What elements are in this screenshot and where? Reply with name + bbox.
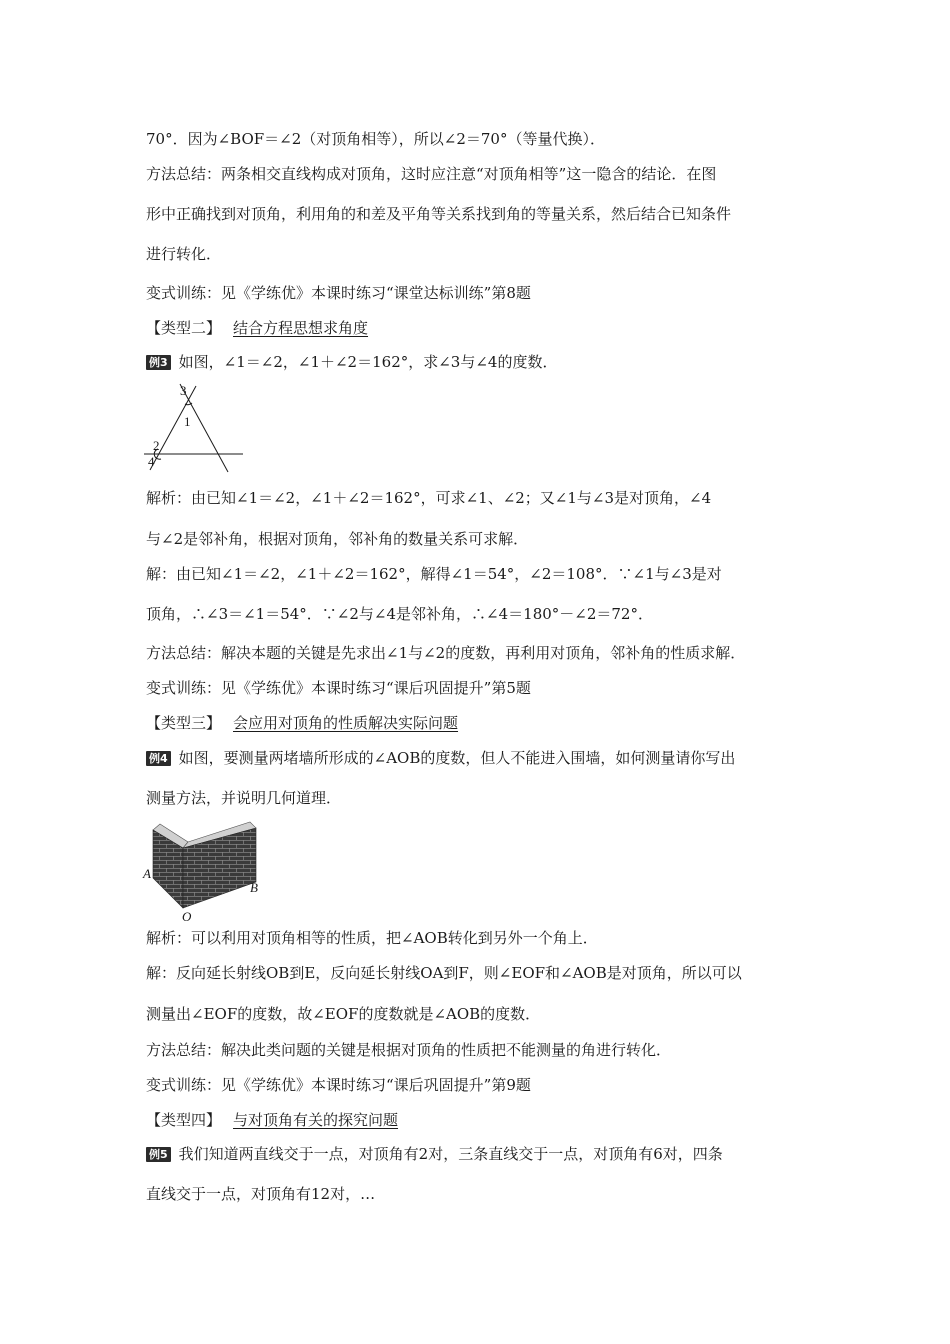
analysis-3: 解析：由已知∠1＝∠2，∠1＋∠2＝162°，可求∠1、∠2；又∠1与∠3是对顶角，∠4	[146, 489, 712, 507]
angle-label-3: 3	[180, 383, 187, 398]
text-line: 70°．因为∠BOF＝∠2（对顶角相等），所以∠2＝70°（等量代换）．	[146, 130, 605, 148]
type-title: 与对顶角有关的探究问题	[233, 1111, 399, 1129]
solution-4: 解：反向延长射线OB到E，反向延长射线OA到F，则∠EOF和∠AOB是对顶角，所以可以	[146, 964, 742, 982]
example-badge: 例3	[146, 355, 171, 370]
text-line: 形中正确找到对顶角，利用角的和差及平角等关系找到角的等量关系，然后结合已知条件	[146, 205, 732, 223]
example-text: 如图，∠1＝∠2，∠1＋∠2＝162°，求∠3与∠4的度数．	[178, 353, 558, 371]
point-label-a: A	[143, 866, 151, 881]
angle-label-4: 4	[148, 454, 155, 469]
example-text: 我们知道两直线交于一点，对顶角有2对，三条直线交于一点，对顶角有6对，四条	[178, 1145, 723, 1163]
type-tag: 【类型二】	[146, 319, 222, 337]
example-5	[146, 1144, 723, 1164]
brick-wall-corner-figure	[138, 820, 268, 925]
text-line: 测量方法，并说明几何道理．	[146, 789, 342, 807]
example-badge: 例4	[146, 751, 171, 766]
variant-training-1: 变式训练：见《学练优》本课时练习“课堂达标训练”第8题	[146, 284, 531, 302]
text-line: 测量出∠EOF的度数，故∠EOF的度数就是∠AOB的度数．	[146, 1005, 541, 1023]
type-tag: 【类型四】	[146, 1111, 222, 1129]
text-line: 直线交于一点，对顶角有12对，…	[146, 1185, 376, 1203]
type-tag: 【类型三】	[146, 714, 222, 732]
variant-training-2: 变式训练：见《学练优》本课时练习“课后巩固提升”第5题	[146, 679, 531, 697]
example-badge: 例5	[146, 1147, 171, 1162]
method-summary-1: 方法总结：两条相交直线构成对顶角，这时应注意“对顶角相等”这一隐含的结论．在图	[146, 165, 717, 183]
angle-label-1: 1	[184, 414, 191, 429]
method-summary-2: 方法总结：解决本题的关键是先求出∠1与∠2的度数，再利用对顶角，邻补角的性质求解．	[146, 644, 746, 662]
point-label-b: B	[250, 880, 258, 895]
method-summary-3: 方法总结：解决此类问题的关键是根据对顶角的性质把不能测量的角进行转化．	[146, 1041, 672, 1059]
solution-3: 解：由已知∠1＝∠2，∠1＋∠2＝162°，解得∠1＝54°，∠2＝108°．∵∠1与∠3是对	[146, 565, 722, 583]
example-3	[146, 352, 557, 372]
analysis-4: 解析：可以利用对顶角相等的性质，把∠AOB转化到另外一个角上．	[146, 929, 598, 947]
angle-label-2: 2	[153, 438, 160, 453]
example-text: 如图，要测量两堵墙所形成的∠AOB的度数，但人不能进入围墙，如何测量请你写出	[178, 749, 736, 767]
type-heading-3	[146, 713, 458, 733]
point-label-o: O	[182, 909, 192, 924]
example-4	[146, 748, 735, 768]
variant-training-3: 变式训练：见《学练优》本课时练习“课后巩固提升”第9题	[146, 1076, 531, 1094]
type-heading-2	[146, 318, 368, 338]
type-title: 会应用对顶角的性质解决实际问题	[233, 714, 459, 732]
type-title: 结合方程思想求角度	[233, 319, 369, 337]
text-line: 进行转化．	[146, 245, 222, 263]
intersecting-lines-figure	[140, 382, 250, 474]
text-line: 与∠2是邻补角，根据对顶角，邻补角的数量关系可求解．	[146, 530, 529, 548]
type-heading-4	[146, 1110, 398, 1130]
text-line: 顶角，∴∠3＝∠1＝54°．∵∠2与∠4是邻补角，∴∠4＝180°－∠2＝72°．	[146, 605, 653, 623]
